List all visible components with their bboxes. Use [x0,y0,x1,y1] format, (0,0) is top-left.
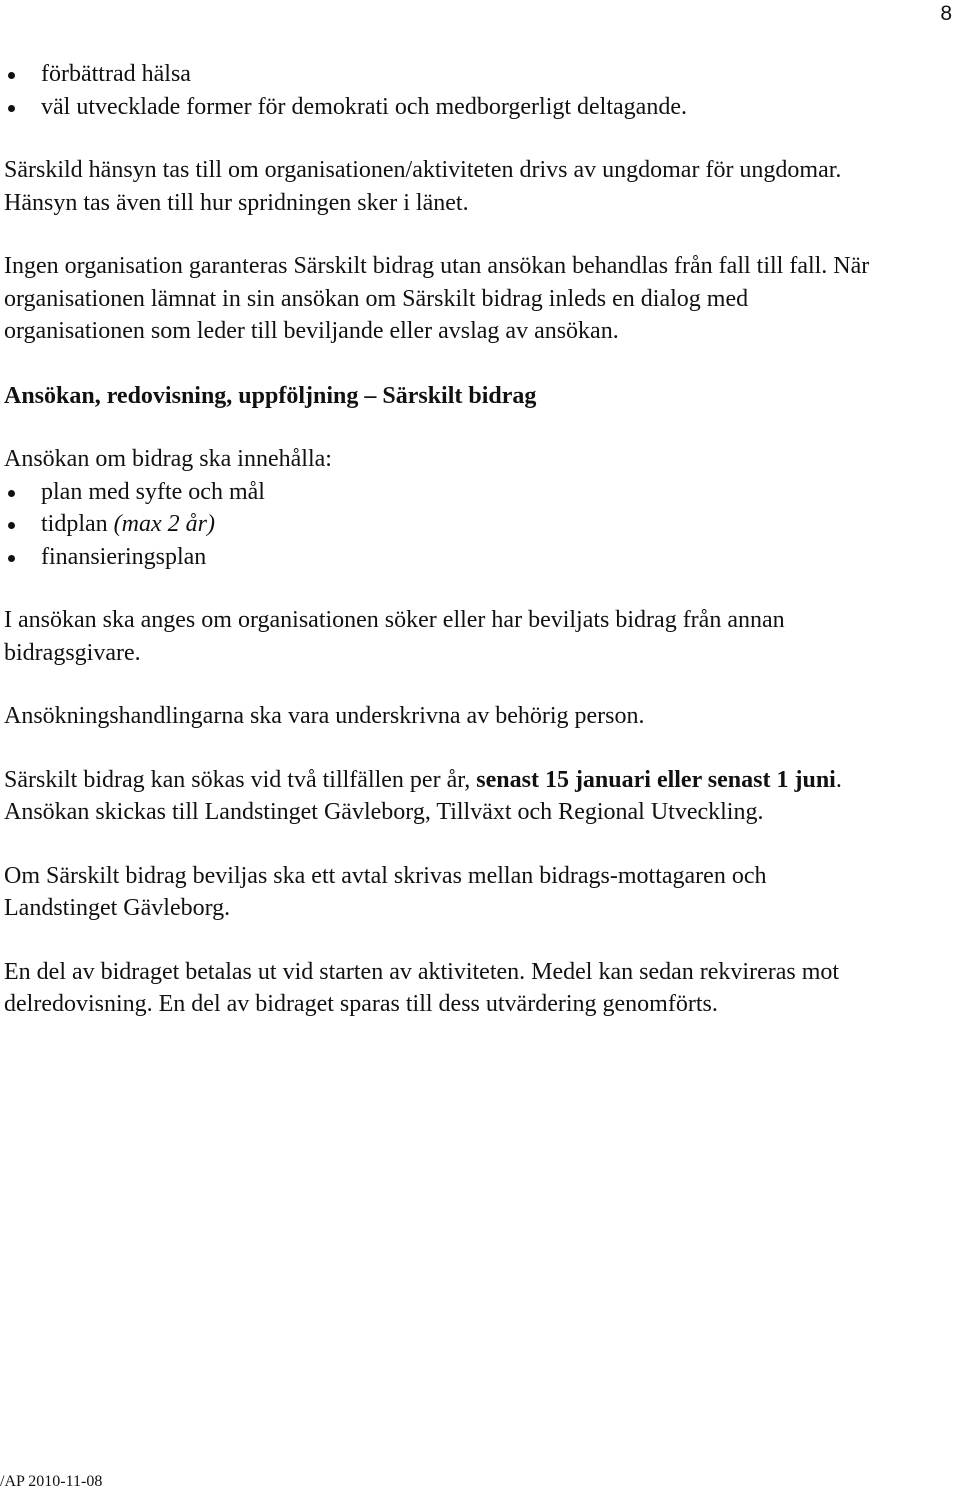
list-item: förbättrad hälsa [4,58,884,91]
page-number: 8 [940,2,952,25]
footer-initials-date: /AP 2010-11-08 [0,1473,103,1490]
paragraph-agreement: Om Särskilt bidrag beviljas ska ett avtal skrivas mellan bidrags-mottagaren och Landstinget Gävleborg. [4,862,767,921]
paragraph-other-funding: I ansökan ska anges om organisationen söker eller har beviljats bidrag från annan bidragsgivare. [4,607,785,666]
list-item: tidplan (max 2 år) [4,508,884,541]
paragraph-signature: Ansökningshandlingarna ska vara underskrivna av behörig person. [4,703,645,729]
document-body [4,58,884,1021]
paragraph-priority: Särskild hänsyn tas till om organisationen/aktiviteten drivs av ungdomar för ungdomar. Hänsyn tas även till hur spridningen sker i länet. [4,157,842,216]
list-item: väl utvecklade former för demokrati och medborgerligt deltagande. [4,91,884,124]
application-intro: Ansökan om bidrag ska innehålla: [4,446,332,472]
bullet-icon [8,105,15,112]
paragraph-payment: En del av bidraget betalas ut vid starten av aktiviteten. Medel kan sedan rekvireras mot delredovisning. En del av bidraget sparas till dess utvärdering genomförts. [4,958,840,1017]
paragraph-deadlines: Särskilt bidrag kan sökas vid två tillfällen per år, senast 15 januari eller senast 1 juni. Ansökan skickas till Landstinget Gävleborg, Tillväxt och Regional Utveckling. [4,766,842,825]
deadline-dates: senast 15 januari eller senast 1 juni [476,766,836,793]
bullet-list-application [4,476,884,574]
section-heading: Ansökan, redovisning, uppföljning – Särskilt bidrag [4,382,537,409]
bullet-icon [8,522,15,529]
bullet-icon [8,555,15,562]
list-item: finansieringsplan [4,541,884,574]
list-item: plan med syfte och mål [4,476,884,509]
bullet-icon [8,72,15,79]
bullet-icon [8,490,15,497]
italic-note: (max 2 år) [113,511,215,537]
paragraph-no-guarantee: Ingen organisation garanteras Särskilt bidrag utan ansökan behandlas från fall till fall. När organisationen lämnat in sin ansökan om Särskilt bidrag inleds en dialog med organisationen som leder till beviljande eller avslag av ansökan. [4,253,870,344]
bullet-list-goals [4,58,884,123]
